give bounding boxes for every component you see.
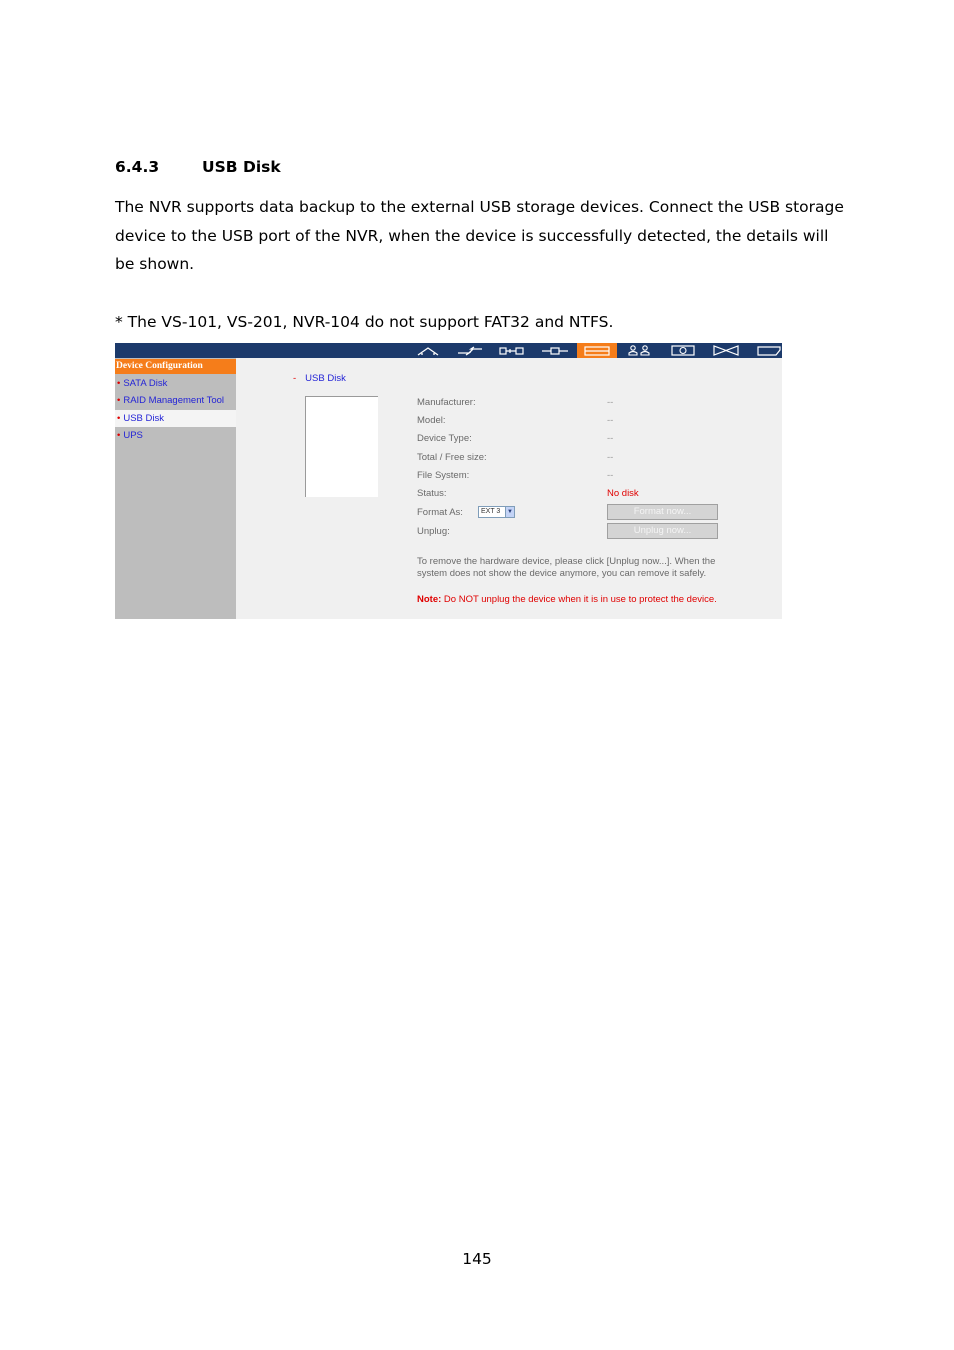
note-text: Do NOT unplug the device when it is in use to protect the device. — [443, 594, 717, 605]
section-title: USB Disk — [202, 158, 281, 176]
status-value: No disk — [607, 488, 639, 499]
home-icon[interactable] — [408, 343, 448, 358]
page-title — [293, 373, 346, 384]
manufacturer-value: -- — [607, 397, 614, 408]
format-as-value: EXT 3 — [481, 508, 501, 515]
support-note: * The VS-101, VS-201, NVR-104 do not support FAT32 and NTFS. — [115, 313, 614, 331]
sidebar-item-raid-management-tool[interactable] — [115, 392, 236, 409]
manufacturer-label: Manufacturer: — [417, 397, 476, 408]
chevron-down-icon[interactable]: ▼ — [505, 507, 514, 517]
tools-icon[interactable] — [535, 343, 575, 358]
bullet-icon: • — [117, 378, 121, 389]
sidebar-item-usb-disk[interactable] — [115, 410, 236, 427]
folder-icon[interactable] — [749, 343, 782, 358]
device-type-value: -- — [607, 433, 614, 444]
title-dash: - — [293, 373, 297, 384]
file-system-value: -- — [607, 470, 614, 481]
device-type-label: Device Type: — [417, 433, 472, 444]
page-title-label: USB Disk — [305, 373, 346, 384]
intro-paragraph: The NVR supports data backup to the external USB storage devices. Connect the USB storage device to the USB port of the NVR, when the device is successfully detected, the details will be shown. — [115, 198, 844, 273]
format-as-select[interactable] — [478, 506, 515, 518]
sidebar-item-label: USB Disk — [123, 413, 164, 424]
note-label: Note: — [417, 594, 442, 605]
network-icon[interactable] — [450, 343, 490, 358]
top-toolbar — [115, 343, 782, 358]
sidebar-item-label: SATA Disk — [123, 378, 168, 389]
disk-icon[interactable] — [577, 343, 617, 358]
bullet-icon: • — [117, 413, 121, 424]
usb-disk-screenshot — [115, 343, 782, 619]
status-label: Status: — [417, 488, 447, 499]
section-heading — [115, 158, 281, 176]
warning-note — [417, 594, 717, 606]
help-text: To remove the hardware device, please click [Unplug now...]. When the system does not show the device anymore, you can remove it safely. — [417, 556, 716, 579]
sidebar-heading: Device Configuration — [115, 359, 236, 374]
camera-icon[interactable] — [663, 343, 703, 358]
users-icon[interactable] — [619, 343, 659, 358]
device-icon[interactable] — [492, 343, 532, 358]
total-free-size-label: Total / Free size: — [417, 452, 487, 463]
format-as-label: Format As: — [417, 507, 463, 518]
file-system-label: File System: — [417, 470, 470, 481]
sidebar-item-ups[interactable] — [115, 427, 236, 444]
share-icon[interactable] — [706, 343, 746, 358]
page-number: 145 — [462, 1250, 492, 1268]
bullet-icon: • — [117, 395, 121, 406]
disk-image-box — [305, 396, 378, 497]
bullet-icon: • — [117, 430, 121, 441]
sidebar-item-sata-disk[interactable] — [115, 375, 236, 392]
unplug-label: Unplug: — [417, 526, 450, 537]
model-label: Model: — [417, 415, 446, 426]
sidebar — [115, 358, 236, 619]
format-now-button[interactable]: Format now... — [607, 504, 718, 520]
sidebar-item-label: RAID Management Tool — [123, 395, 225, 406]
unplug-now-button[interactable]: Unplug now... — [607, 523, 718, 539]
sidebar-item-label: UPS — [123, 430, 143, 441]
model-value: -- — [607, 415, 614, 426]
section-number: 6.4.3 — [115, 158, 160, 176]
total-free-size-value: -- — [607, 452, 614, 463]
